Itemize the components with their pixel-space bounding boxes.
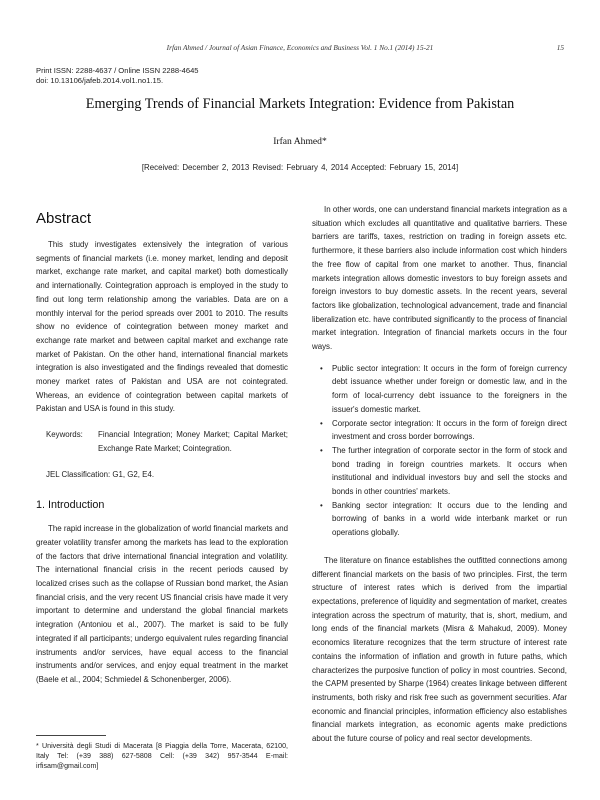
- paper-title: Emerging Trends of Financial Markets Integration: Evidence from Pakistan: [85, 96, 515, 112]
- introduction-text: The rapid increase in the globalization of world financial markets and greater volatility transfer among the markets has lead to the exploration of the factors that drive international financial integration and volatility. The international financial crisis in the recent periods caused by localized crises such as the collapse of Russian bond market, the Asian financial crisis, and the very recent US financial crisis have made it very important to determine and understand the global financial markets integration (Antoniou et al., 2007). The market is said to be fully integrated if all participants; undergo equivalent rules regarding financial instruments and/or services, have equal access to the financial instruments and/or services, and enjoy equal treatment in the market (Baele et al., 2004; Schmiedel & Schonenberger, 2006).: [36, 524, 288, 684]
- introduction-heading: 1. Introduction: [36, 499, 105, 512]
- literature-paragraph: The literature on finance establishes the outfitted connections among different financial markets on the basis of two principles. First, the term structure of interest rates which is derived from the impartial expectations, preference of liquidity and segmentation of market, creates integration across the spectrum of maturity, that is, short, medium, and long ends of the financial markets (Misra & Mahakud, 2009). Money economics literature recognizes that the term structure of interest rate contains the information of inflation and growth in future paths, which characterizes the purposive function of policy in most countries. Second, the CAPM presented by Sharpe (1964) creates linkage between different instruments, both risky and risk free such as government securities. Afar economic and financial principles, information efficiency also establishes financial markets integration, as economic agents make predictions about the future course of policy and real sector developments.: [312, 555, 567, 744]
- author-footnote: [36, 741, 288, 771]
- bullet-icon: •: [320, 500, 323, 510]
- list-item: • Banking sector integration: It occurs due to the lending and borrowing of banks in a world wide interbank market or run operations globally.: [320, 500, 567, 538]
- footnote-divider: [36, 735, 106, 736]
- issn-block: [36, 66, 199, 85]
- right-column: [312, 203, 567, 746]
- submission-dates: [Received: December 2, 2013 Revised: February 4, 2014 Accepted: February 15, 2014]: [141, 163, 459, 172]
- running-title: Irfan Ahmed / Journal of Asian Finance, Economics and Business Vol. 1 No.1 (2014) 15-21: [166, 43, 434, 52]
- page-number: 15: [556, 43, 564, 52]
- left-column: [36, 210, 288, 687]
- abstract-heading: Abstract: [36, 210, 92, 227]
- author-name: Irfan Ahmed*: [273, 136, 327, 147]
- keywords-text: Financial Integration; Money Market; Capital Market; Exchange Rate Market; Cointegration.: [98, 430, 288, 453]
- keywords: [36, 428, 288, 455]
- jel-classification: JEL Classification: G1, G2, E4.: [46, 469, 155, 479]
- bullet-icon: •: [320, 445, 323, 455]
- footnote-text: * Università degli Studi di Macerata [8 Piaggia della Torre, Macerata, 62100, Italy Tel: (+39 388) 627-5808 Cell: (+39 342) 957-3544 E-mail: irfisam@gmail.com]: [36, 742, 288, 770]
- bullet-icon: •: [320, 363, 323, 373]
- running-header: [0, 43, 600, 55]
- list-item: • Public sector integration: It occurs in the form of foreign currency debt issuance whether under foreign or domestic law, and in the form of local-currency debt issuance to the foreigners in the issuer's domestic market.: [320, 363, 567, 414]
- doi-line: doi: 10.13106/jafeb.2014.vol1.no1.15.: [36, 75, 164, 85]
- abstract-text: This study investigates extensively the integration of various segments of financial markets (i.e. money market, lending and deposit market, exchange rate market, and capital market) both domestically and internationally. Cointegration approach is employed in the study to find out long term relationship among the variables. Data are on a monthly interval for the period spreads over 2001 to 2010. The results show no evidence of cointegration between money market and exchange rate market and between capital market and exchange rate market of Pakistan. On the other hand, international financial markets integration is also investigated and the findings revealed that domestic money market rates of Pakistan and USA are not cointegrated. Whereas, an evidence of cointegration between capital markets of Pakistan and USA is found in this study.: [36, 240, 288, 414]
- bullet-icon: •: [320, 418, 323, 428]
- integration-paragraph: In other words, one can understand financial markets integration as a situation which excludes all quantitative and qualitative barriers. These barriers are tariffs, taxes, restriction on trading in foreign assets etc. furthermore, it these barriers also include information cost which hinders the free flow of capital from one market to another. Thus, financial markets integration allows domestic investors to buy foreign assets and foreign investors to buy domestic assets. In the recent years, several factors like globalization, technological advancement, trade and financial liberalization etc. have contributed significantly to the process of financial market integration. Integration of financial markets occurs in the four ways.: [312, 205, 567, 352]
- keywords-label: Keywords:: [46, 430, 83, 440]
- list-item: • The further integration of corporate sector in the form of stock and bond trading in foreign countries markets. It occurs when institutional and individual investors buy and sell the stocks and bonds in other countries' markets.: [320, 445, 567, 497]
- integration-list: [312, 362, 567, 540]
- issn-line: Print ISSN: 2288-4637 / Online ISSN 2288-4645: [36, 66, 199, 75]
- list-item: • Corporate sector integration: It occurs in the form of foreign direct investment and cross border borrowings.: [320, 418, 567, 442]
